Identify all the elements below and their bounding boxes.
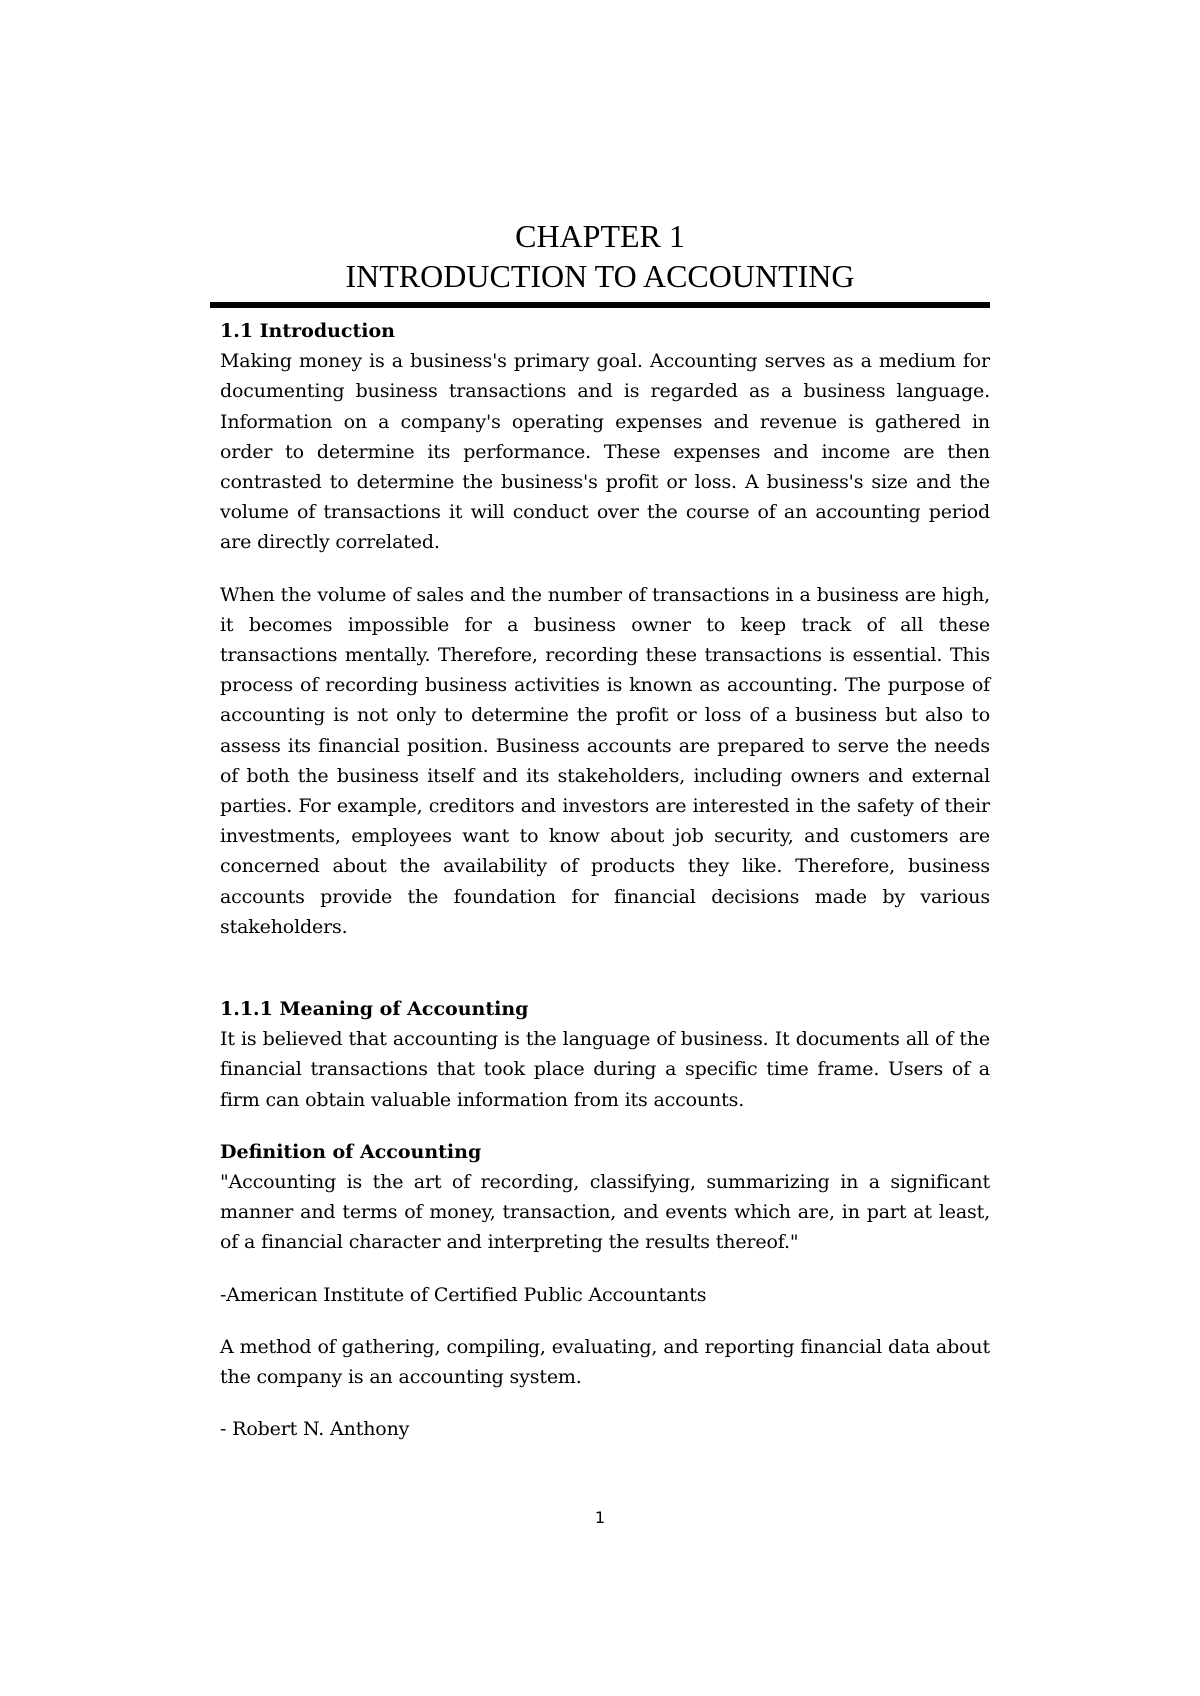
chapter-title: INTRODUCTION TO ACCOUNTING: [345, 258, 855, 294]
definition-quote: "Accounting is the art of recording, classifying, summarizing in a significant manner and terms of money, transaction, and events which are, in part at least, of a financial character and interpreting the results thereof.": [220, 1171, 990, 1254]
intro-paragraph-2: When the volume of sales and the number of transactions in a business are high, it becomes impossible for a business owner to keep track of all these transactions mentally. Therefore, recording these transactions is essential. This process of recording business activities is known as accounting. The purpose of accounting is not only to determine the profit or loss of a business but also to assess its financial position. Business accounts are prepared to serve the needs of both the business itself and its stakeholders, including owners and external parties. For example, creditors and investors are interested in the safety of their investments, employees want to know about job security, and customers are concerned about the availability of products they like. Therefore, business accounts provide the foundation for financial decisions made by various stakeholders.: [220, 583, 990, 938]
heading-rule: [210, 302, 990, 308]
section-heading-meaning: 1.1.1 Meaning of Accounting: [220, 998, 529, 1021]
chapter-heading: [210, 216, 990, 296]
definition-attribution: -American Institute of Certified Public Accountants: [220, 1283, 707, 1306]
section-heading-definition: Definition of Accounting: [220, 1140, 482, 1163]
definition-2-attribution: - Robert N. Anthony: [220, 1418, 410, 1441]
section-heading-introduction: 1.1 Introduction: [220, 320, 395, 342]
page-number: 1: [594, 1508, 606, 1527]
page-content: [220, 316, 990, 1445]
chapter-number: CHAPTER 1: [515, 218, 685, 254]
meaning-paragraph: It is believed that accounting is the language of business. It documents all of the financial transactions that took place during a specific time frame. Users of a firm can obtain valuable information from its accounts.: [220, 1028, 990, 1111]
intro-paragraph-1: Making money is a business's primary goal. Accounting serves as a medium for documenting business transactions and is regarded as a business language. Information on a company's operating expenses and revenue is gathered in order to determine its performance. These expenses and income are then contrasted to determine the business's profit or loss. A business's size and the volume of transactions it will conduct over the course of an accounting period are directly correlated.: [220, 350, 990, 554]
definition-2-paragraph: A method of gathering, compiling, evaluating, and reporting financial data about the company is an accounting system.: [220, 1335, 990, 1389]
